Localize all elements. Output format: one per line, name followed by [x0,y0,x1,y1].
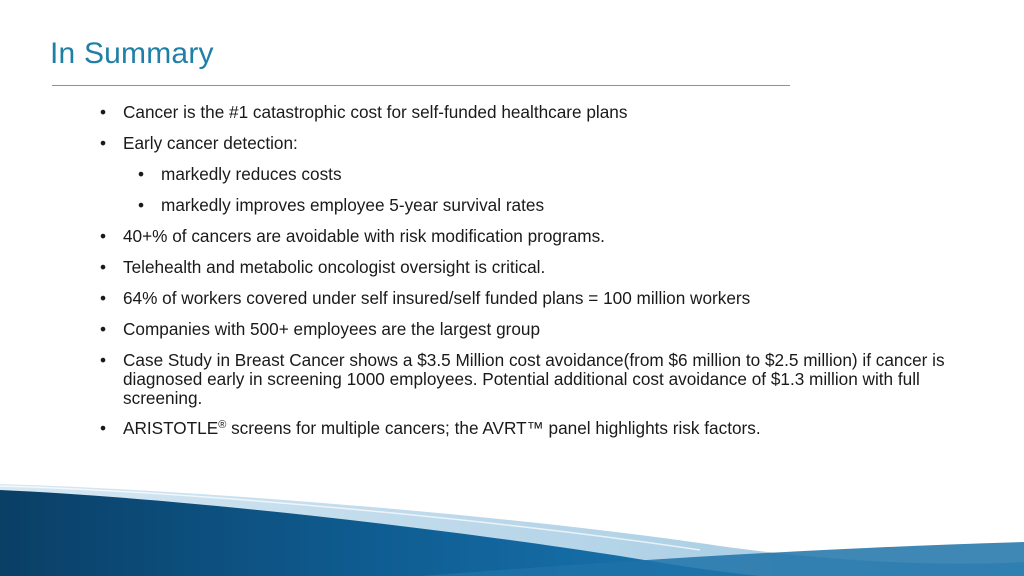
bullet-item: • Telehealth and metabolic oncologist oversight is critical. [100,258,990,277]
sub-bullet-item: • markedly improves employee 5-year survival rates [138,196,990,215]
bullet-item: • 64% of workers covered under self insured/self funded plans = 100 million workers [100,289,990,308]
title-divider [52,85,790,86]
registered-mark: ® [218,419,227,431]
bullet-item: • Companies with 500+ employees are the largest group [100,320,990,339]
bullet-item: • 40+% of cancers are avoidable with risk modification programs. [100,227,990,246]
slide-content [100,103,990,450]
bullet-item: • Early cancer detection: [100,134,990,153]
slide-title: In Summary [50,37,214,70]
decorative-footer-waves [0,476,1024,576]
bullet-item: • Case Study in Breast Cancer shows a $3.5 Million cost avoidance(from $6 million to $2.5 million) if cancer is diagnosed early in screening 1000 employees. Potential additional cost avoidance of $1.3 million with full screening. [100,351,983,408]
bullet-item [100,419,990,438]
bullet-item: • Cancer is the #1 catastrophic cost for self-funded healthcare plans [100,103,990,122]
aristotle-rest-text: screens for multiple cancers; the AVRT™ panel highlights risk factors. [226,418,761,438]
bullet-list [100,103,990,438]
aristotle-text: ARISTOTLE [123,418,219,438]
sub-bullet-item: • markedly reduces costs [138,165,990,184]
